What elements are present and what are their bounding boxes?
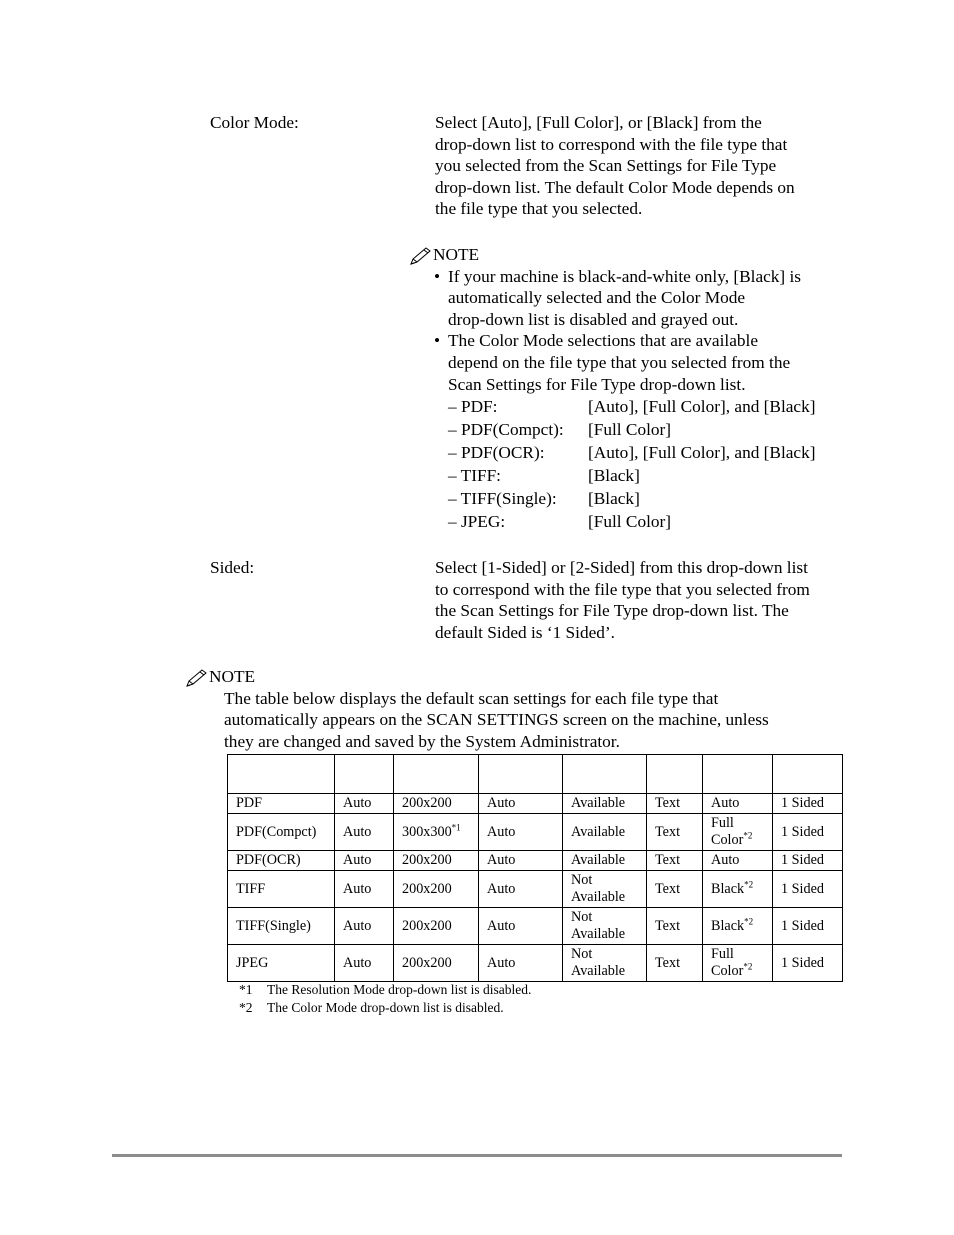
cell-color-mode: [703, 945, 773, 982]
file-type-modes: [Auto], [Full Color], and [Black]: [588, 443, 816, 463]
cell-line: Available: [571, 926, 626, 942]
footnote-ref: *1: [451, 821, 461, 832]
note-line: automatically appears on the SCAN SETTINGS screen on the machine, unless: [224, 710, 769, 730]
table-header-row: [228, 755, 843, 794]
cell-file-type: JPEG: [228, 945, 335, 982]
description-line: drop-down list to correspond with the file type that: [435, 134, 788, 154]
note-heading: [185, 666, 825, 688]
description-line: the Scan Settings for File Type drop-down list. The: [435, 601, 789, 621]
cell: [563, 794, 647, 814]
header-cell: [563, 755, 647, 794]
cell-resolution: [394, 814, 479, 851]
cell-line: Not: [571, 946, 593, 962]
cell-color-mode: [703, 851, 773, 871]
note-title: NOTE: [209, 667, 256, 686]
cell: Auto: [479, 945, 563, 982]
cell-file-type: TIFF(Single): [228, 908, 335, 945]
cell: Text: [647, 945, 703, 982]
bullet-line: If your machine is black-and-white only, [Black] is: [448, 266, 802, 286]
note-line: they are changed and saved by the System Administrator.: [224, 731, 620, 751]
bullet-line: automatically selected and the Color Mode: [448, 288, 746, 308]
footnote-ref: *2: [743, 830, 753, 841]
description-line: Select [1-Sided] or [2-Sided] from this drop-down list: [435, 558, 808, 577]
cell-file-type: PDF: [228, 794, 335, 814]
cell: [563, 871, 647, 908]
description-line: drop-down list. The default Color Mode depends on: [435, 177, 795, 197]
file-type-name: – PDF(Compct):: [448, 420, 564, 440]
header-cell: [647, 755, 703, 794]
bullet-line: drop-down list is disabled and grayed out.: [448, 309, 739, 329]
cell: [563, 851, 647, 871]
cell-line: Available: [571, 963, 626, 979]
cell-resolution: [394, 871, 479, 908]
note-bullet: [434, 330, 849, 395]
cell-line: Available: [571, 889, 626, 905]
description-line: to correspond with the file type that you selected from: [435, 579, 810, 599]
file-type-row: [448, 418, 849, 441]
footnote-ref: *2: [743, 961, 753, 972]
note-heading: [409, 244, 849, 266]
resolution-value: 200x200: [402, 880, 452, 897]
table-row: [228, 871, 843, 908]
color-mode-label: Color Mode:: [210, 113, 299, 132]
file-type-modes: [Black]: [588, 489, 640, 509]
resolution-value: 200x200: [402, 852, 452, 868]
cell-resolution: [394, 794, 479, 814]
cell: [563, 908, 647, 945]
pencil-icon: [185, 668, 209, 688]
cell-sided: 1 Sided: [773, 794, 843, 814]
cell-line: Not: [571, 909, 593, 925]
sided-label: Sided:: [210, 558, 255, 577]
description-line: you selected from the Scan Settings for File Type: [435, 156, 777, 176]
cell-color-mode: [703, 814, 773, 851]
cell: Text: [647, 814, 703, 851]
bullet-mark: •: [434, 266, 441, 286]
file-type-modes: [Auto], [Full Color], and [Black]: [588, 397, 816, 417]
footnote-ref: *2: [744, 878, 754, 889]
color-mode-note: [409, 244, 849, 533]
cell-file-type: PDF(OCR): [228, 851, 335, 871]
file-type-name: – JPEG:: [448, 512, 506, 532]
cell: Text: [647, 794, 703, 814]
footnote: [239, 981, 531, 999]
file-type-name: – TIFF(Single):: [448, 489, 557, 509]
cell-line: Not: [571, 872, 593, 888]
table-row: [228, 851, 843, 871]
file-type-row: [448, 487, 849, 510]
header-cell: [703, 755, 773, 794]
cell: Auto: [479, 814, 563, 851]
file-type-modes: [Full Color]: [588, 512, 672, 532]
cell-line: Auto: [711, 852, 740, 868]
file-type-modes: [Full Color]: [588, 420, 672, 440]
cell: [563, 945, 647, 982]
footnote-text: The Resolution Mode drop-down list is disabled.: [267, 982, 532, 997]
header-cell: [394, 755, 479, 794]
file-type-row: [448, 395, 849, 418]
cell-sided: 1 Sided: [773, 851, 843, 871]
note-title: NOTE: [433, 245, 480, 264]
footnote-mark: *2: [239, 1000, 253, 1015]
color-mode-description: [435, 112, 845, 220]
cell: Auto: [335, 794, 394, 814]
cell: Auto: [335, 908, 394, 945]
cell-line: Auto: [711, 795, 740, 811]
resolution-value: 200x200: [402, 954, 452, 971]
resolution-value: 200x200: [402, 917, 452, 934]
cell-color-mode: [703, 908, 773, 945]
pencil-icon: [409, 246, 433, 266]
cell: Auto: [479, 908, 563, 945]
cell-line: Color: [711, 963, 744, 979]
cell-line: Black: [711, 917, 745, 934]
description-line: the file type that you selected.: [435, 199, 643, 219]
cell-file-type: PDF(Compct): [228, 814, 335, 851]
table-row: [228, 794, 843, 814]
cell-resolution: [394, 908, 479, 945]
cell: Auto: [479, 871, 563, 908]
cell-line: Available: [571, 823, 626, 840]
cell-sided: 1 Sided: [773, 814, 843, 851]
footnote: [239, 999, 531, 1017]
cell-line: Full: [711, 815, 734, 831]
cell: Auto: [335, 851, 394, 871]
cell: Text: [647, 908, 703, 945]
footnote-text: The Color Mode drop-down list is disabled.: [267, 1000, 504, 1015]
cell: Auto: [479, 794, 563, 814]
table-row: [228, 908, 843, 945]
table-row: [228, 945, 843, 982]
cell-line: Black: [711, 880, 745, 897]
cell-color-mode: [703, 871, 773, 908]
file-type-name: – TIFF:: [448, 466, 501, 486]
cell: Text: [647, 871, 703, 908]
bullet-line: depend on the file type that you selected from the: [448, 352, 791, 372]
header-cell: [773, 755, 843, 794]
table-note: [185, 666, 825, 752]
note-bullet: [434, 266, 849, 331]
table-footnotes: [239, 981, 531, 1017]
cell-line: Full: [711, 946, 734, 962]
default-scan-settings-table: [227, 754, 843, 982]
cell-resolution: [394, 945, 479, 982]
footnote-mark: *1: [239, 982, 253, 997]
cell-sided: 1 Sided: [773, 871, 843, 908]
cell-line: Available: [571, 795, 626, 811]
file-type-row: [448, 510, 849, 533]
cell: Auto: [335, 814, 394, 851]
resolution-value: 200x200: [402, 795, 452, 811]
cell: Auto: [335, 871, 394, 908]
bullet-line: Scan Settings for File Type drop-down list.: [448, 374, 746, 394]
cell: Auto: [335, 945, 394, 982]
header-cell: [228, 755, 335, 794]
footnote-ref: *2: [744, 915, 754, 926]
cell-file-type: TIFF: [228, 871, 335, 908]
bullet-line: The Color Mode selections that are available: [448, 331, 758, 351]
cell: Text: [647, 851, 703, 871]
cell-line: Color: [711, 832, 744, 848]
cell: [563, 814, 647, 851]
file-type-name: – PDF:: [448, 397, 498, 417]
footer-rule: [112, 1154, 842, 1157]
file-type-row: [448, 464, 849, 487]
cell-sided: 1 Sided: [773, 945, 843, 982]
file-type-row: [448, 441, 849, 464]
cell-color-mode: [703, 794, 773, 814]
file-type-list: [434, 395, 849, 533]
header-cell: [335, 755, 394, 794]
header-cell: [479, 755, 563, 794]
file-type-modes: [Black]: [588, 466, 640, 486]
cell-resolution: [394, 851, 479, 871]
cell-line: Available: [571, 852, 626, 868]
cell: Auto: [479, 851, 563, 871]
file-type-name: – PDF(OCR):: [448, 443, 545, 463]
resolution-value: 300x300: [402, 823, 452, 840]
cell-sided: 1 Sided: [773, 908, 843, 945]
sided-description: [435, 557, 847, 643]
description-line: Select [Auto], [Full Color], or [Black] from the: [435, 113, 762, 132]
note-line: The table below displays the default scan settings for each file type that: [224, 688, 719, 708]
table-row: [228, 814, 843, 851]
description-line: default Sided is ‘1 Sided’.: [435, 622, 615, 642]
bullet-mark: •: [434, 331, 441, 351]
